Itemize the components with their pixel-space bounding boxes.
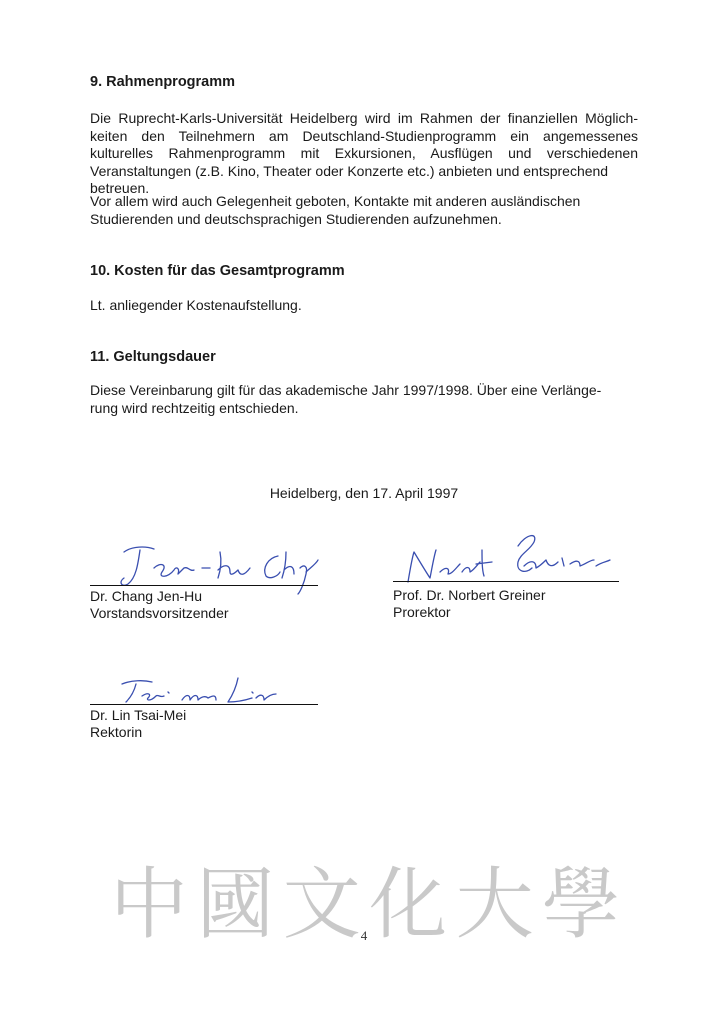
section-paragraph (90, 382, 638, 417)
section-heading-rahmenprogramm: 9. Rahmenprogramm (90, 74, 236, 90)
signature-line (90, 704, 318, 705)
signatory-title: Vorstandsvorsitzender (90, 605, 229, 621)
signatory-name: Dr. Lin Tsai-Mei (90, 707, 187, 723)
handwritten-signature-greiner (400, 526, 620, 588)
watermark-char: 國 (196, 860, 275, 950)
signatory-title: Rektorin (90, 724, 143, 740)
watermark-char: 中 (110, 860, 189, 950)
paragraph-text: Diese Vereinbarung gilt für das akademische Jahr 1997/1998. Über eine Verlänge- (90, 382, 602, 398)
signatory-name: Dr. Chang Jen-Hu (90, 588, 203, 604)
signatory-name: Prof. Dr. Norbert Greiner (393, 587, 546, 603)
watermark-char: 大 (455, 860, 534, 950)
paragraph-text-last-line: betreuen. (90, 180, 150, 197)
section-paragraph (90, 110, 638, 198)
paragraph-text: Die Ruprecht-Karls-Universität Heidelberg wird im Rahmen der finanziellen Möglich- keiten den Teilnehmern am Deutschland-Studienprogramm ein angemessenes kulturelles Rahmenprogramm mit Exkursionen, Ausflügen und verschiedenen Veranstaltungen (z.B. Kino, Theater oder Konzerte etc.) anbieten und entsprechend (90, 110, 638, 179)
signature-line (90, 585, 318, 586)
signatory-title: Prorektor (393, 604, 451, 620)
page-number: 4 (360, 928, 368, 943)
handwritten-signature-lin (112, 672, 282, 712)
paragraph-text: Vor allem wird auch Gelegenheit geboten, Kontakte mit anderen ausländischen (90, 193, 581, 209)
section-heading-geltungsdauer: 11. Geltungsdauer (90, 349, 216, 365)
place-and-date: Heidelberg, den 17. April 1997 (269, 485, 459, 501)
paragraph-text: Lt. anliegender Kostenaufstellung. (90, 297, 302, 313)
signature-line (393, 581, 619, 582)
watermark-char: 化 (369, 860, 448, 950)
paragraph-text-last-line: Studierenden und deutschsprachigen Studierenden aufzunehmen. (90, 210, 502, 227)
section-heading-kosten: 10. Kosten für das Gesamtprogramm (90, 263, 345, 279)
section-paragraph (90, 297, 638, 315)
watermark-char: 學 (541, 860, 620, 950)
section-paragraph (90, 193, 638, 228)
paragraph-text-last-line: rung wird rechtzeitig entschieden. (90, 399, 299, 416)
watermark-char: 文 (282, 860, 361, 950)
